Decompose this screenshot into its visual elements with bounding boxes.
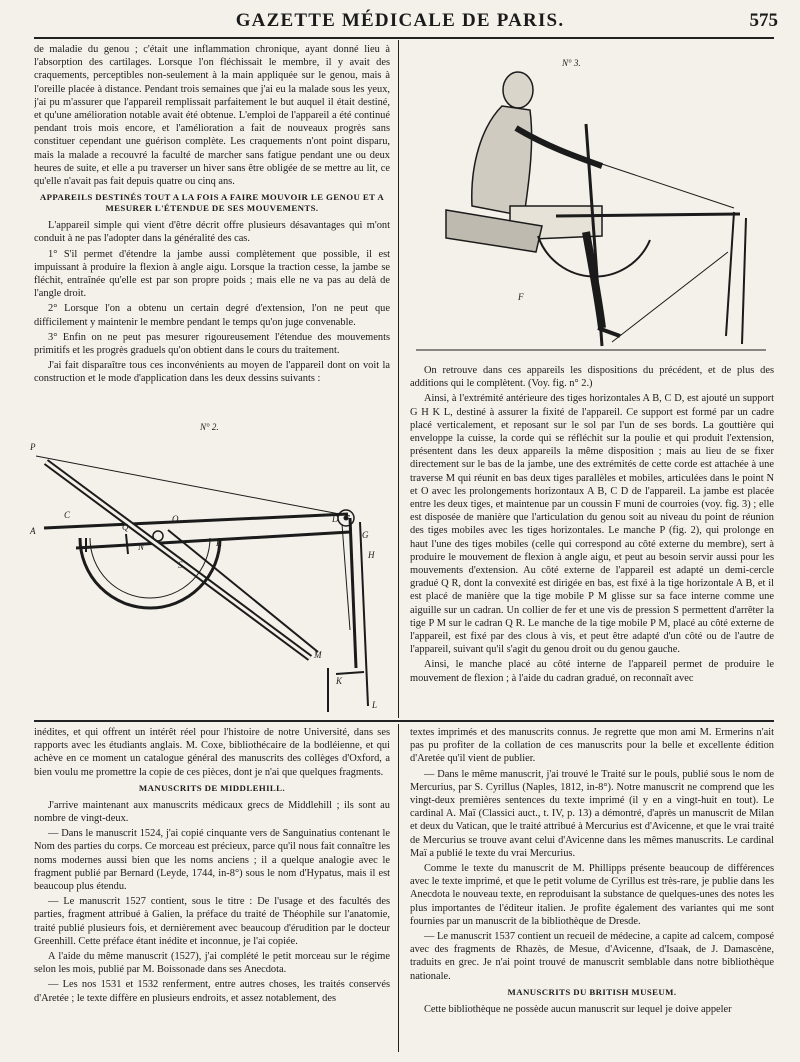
paragraph: 2° Lorsque l'on a obtenu un certain degré d'extension, l'on ne peut que difficilement y maintenir le membre pendant le temps qu'on juge convenable. xyxy=(34,303,390,328)
figure-2 xyxy=(28,422,394,718)
paragraph: 1° S'il permet d'étendre la jambe aussi complètement que possible, il est impuissant à produire la flexion à angle aigu. Lorsque la traction cesse, la jambe se fléchit, entraînée qu'elle est par son propre poids ; mais elle ne va pas au delà de l'angle droit. xyxy=(34,248,390,300)
paragraph: Ainsi, à l'extrémité antérieure des tiges horizontales A B, C D, est ajouté un support G H K L, destiné à assurer la fixité de l'appareil. Ce support est formé par un cadre placé verticalement, et reposant sur le sol par l'un de ses bords. La gouttière qui enveloppe la cuisse, la corde qui se réfléchit sur la poulie et qui produit l'extension, présentent dans les deux appareils la même disposition ; mais au lieu de se fixer directement sur le bas de la jambe, une des extrémités de cette corde est attachée à une traverse M qui réunit en bas deux tiges parallèles et mobiles, articulées dans le point N et O avec les prolongements horizontaux A B, C D de l'appareil. La jambe est placée entre les deux tiges, et maintenue par un coussin F muni de courroies (voy. fig. 3) ; elle est disposée de manière que l'articulation du genou soit au niveau du point de réunion des tiges mobiles avec les tiges horizontales. Le manche P (fig. 2), qui prolonge en haut l'une des tiges mobiles (celle qui correspond au côté externe du membre), sert à produire le mouvement de flexion à angle aigu, et peut au besoin servir aussi pour les mouvements d'extension. Au côté externe de l'appareil est adapté un demi-cercle gradué Q R, dont la convexité est dirigée en bas, est fixé à la tige horizontale A B, et il est placé de manière que la tige mobile P M glisse sur sa face interne comme une aiguille sur un cadran. Un collier de fer et une vis de pression S permettent d'arrêter la tige P M sur le cadran Q R. Le manche de la tige mobile P M, placé au côté externe de l'appareil, est fixé par des clous à vis, et peut être adapté d'un côté ou de l'autre de l'appareil, suivant qu'il s'agit du genou droit ou du genou gauche. xyxy=(410,393,774,656)
svg-text:F: F xyxy=(518,292,524,302)
page-header xyxy=(0,0,800,40)
paragraph: — Dans le manuscrit 1524, j'ai copié cinquante vers de Sanguinatius contenant le Nom des parties du corps. Ce morceau est précieux, parce qu'il nous fait connaître les noms modernes aussi bien que les noms anciens ; il a quelque analogie avec le fragment publié par Bernard (Leyde, 1744, in-8°) sous le nom d'Hypatus, mais il est beaucoup plus étendu. xyxy=(34,828,390,893)
journal-title: GAZETTE MÉDICALE DE PARIS. xyxy=(235,10,565,31)
paragraph: J'ai fait disparaître tous ces inconvénients au moyen de l'appareil dont on voit la construction et le mode d'application dans les deux dessins suivants : xyxy=(34,360,390,385)
svg-text:H: H xyxy=(368,550,375,560)
header-rule xyxy=(34,37,774,39)
paragraph: Cette bibliothèque ne possède aucun manuscrit sur lequel je doive appeler xyxy=(424,1003,732,1015)
svg-text:P: P xyxy=(30,442,36,452)
svg-text:O: O xyxy=(172,514,179,524)
section-divider xyxy=(34,720,774,722)
svg-text:M: M xyxy=(314,650,322,660)
svg-text:N: N xyxy=(138,542,145,552)
apparatus-drawing xyxy=(28,422,394,718)
svg-text:C: C xyxy=(64,510,71,520)
figure-2-caption: N° 2. xyxy=(200,422,219,432)
column-divider-lower xyxy=(398,724,399,1052)
figure-3-caption: N° 3. xyxy=(562,58,581,68)
section-heading: MANUSCRITS DU BRITISH MUSEUM. xyxy=(507,986,677,997)
svg-text:L: L xyxy=(372,700,378,710)
paragraph: L'appareil simple qui vient d'être décrit offre plusieurs désavantages qui m'ont conduit à ne pas l'adopter dans la généralité des cas. xyxy=(34,220,390,245)
svg-text:A: A xyxy=(30,526,36,536)
paragraph: — Dans le même manuscrit, j'ai trouvé le Traité sur le pouls, publié sous le nom de Mercurius, par S. Cyrillus (Naples, 1812, in-8°). Notre manuscrit ne comprend que les vingt-deux premières sentences du texte imprimé (il y en a vingt-huit en tout). Le cardinal A. Maï (Classici auct., t. IV, p. 13) a démontré, d'après un manuscrit de Milan et deux du Vatican, que le traité attribué à Mercurius est d'Avicenne, et que le vrai traité de Mercurius se trouve avant celui d'Avicenne dans les mêmes manuscrits. Le cardinal Maï a publié le texte du vrai Mercurius. xyxy=(410,768,774,859)
svg-text:G: G xyxy=(362,530,369,540)
column-divider-upper xyxy=(398,40,399,718)
paragraph: — Le manuscrit 1537 contient un recueil de médecine, a capite ad calcem, composé avec des fragments de Rhazès, de Mesue, d'Avicenne, d'Isaak, de J. Damascène, traduits en grec. Je n'ai point trouvé de manuscrit semblable dans notre bibliothèque nationale. xyxy=(410,931,774,982)
upper-left-column xyxy=(34,43,390,423)
lower-right-column xyxy=(410,726,774,1054)
paragraph: inédites, et qui offrent un intérêt réel pour l'histoire de notre Université, dans ses rapports avec les étudiants anglais. M. Coxe, bibliothécaire de la bodléienne, et qui achève en ce moment un catalogue général des manuscrits des collèges d'Oxford, a bien voulu me promettre la copie de ces pièces, dont je n'ai que quelques fragments. xyxy=(34,727,390,778)
paragraph: de maladie du genou ; c'était une inflammation chronique, ayant donné lieu à l'absorption des cartilages. Lorsque l'on fléchissait le membre, il y avait des craquements, perceptibles non-seulement à la main appliquée sur le genou, mais à l'oreille placée à distance. Pendant trois semaines que j'ai eu la malade sous les yeux, j'ai pu m'assurer que l'appareil remplissait parfaitement le but auquel il était destiné, et qu'une amélioration notable avait été obtenue. L'emploi de l'appareil a été continué pendant trois mois encore, et l'amélioration a fait de nouveaux progrès sans constituer cependant une guérison complète. Les craquements n'ont point disparu, mais la malade a recouvré la faculté de marcher sans fatigue pendant une ou deux heures de suite, et elle a pu traverser un hiver sans être obligée de se mettre au lit, ce qu'elle n'avait pas fait depuis quatre ou cinq ans. xyxy=(34,44,390,188)
section-heading: MANUSCRITS DE MIDDLEHILL. xyxy=(138,782,286,793)
paragraph: 3° Enfin on ne peut pas mesurer rigoureusement l'étendue des mouvements primitifs et les progrès graduels qu'on obtient dans le cours du traitement. xyxy=(34,331,390,357)
paragraph: J'arrive maintenant aux manuscrits médicaux grecs de Middlehill ; ils sont au nombre de vingt-deux. xyxy=(34,799,390,825)
paragraph: — Le manuscrit 1527 contient, sous le titre : De l'usage et des facultés des parties, fragment attribué à Galien, la préface du traité de Théophile sur l'anatomie, traité publié plusieurs fois, et dernièrement avec beaucoup d'érudition par le docteur Greenhill. Cette préface étant inédite et inconnue, je l'ai copiée. xyxy=(34,896,390,947)
paragraph: — Les nos 1531 et 1532 renferment, entre autres choses, les traités conservés d'Aretée ; le texte diffère en plusieurs endroits, et assez notablement, des xyxy=(34,979,390,1004)
paragraph: Comme le texte du manuscrit de M. Phillipps présente beaucoup de différences avec le texte imprimé, et que le petit volume de Cyrillus est très-rare, je publie dans les Anecdota le nouveau texte, en reproduisant la substance de quelques-unes des notes les plus importantes de l'éditeur italien. Je profite également des variantes qui me sont fournies par un manuscrit de la bibliothèque de Dresde. xyxy=(410,863,774,927)
paragraph: On retrouve dans ces appareils les dispositions du précédent, et de plus des additions qui le complètent. (Voy. fig. n° 2.) xyxy=(410,365,774,390)
figure-3 xyxy=(406,56,776,362)
page-number: 575 xyxy=(749,10,778,31)
svg-text:Q: Q xyxy=(122,522,129,532)
paragraph: textes imprimés et des manuscrits connus. Je regrette que mon ami M. Ermerins n'ait pas pu profiter de la collation de ces manuscrits pour la belle et excellente édition d'Aretée qu'il vient de publier. xyxy=(410,727,774,765)
svg-text:R: R xyxy=(216,538,222,548)
section-heading: APPAREILS DESTINÉS TOUT A LA FOIS A FAIRE MOUVOIR LE GENOU ET A MESURER L'ÉTENDUE DE SES MOUVEMENTS. xyxy=(39,192,385,214)
patient-illustration xyxy=(406,56,776,362)
paragraph: Ainsi, le manche placé au côté interne de l'appareil permet de produire le mouvement de flexion ; à l'aide du cadran gradué, on reconnaît avec xyxy=(410,659,774,684)
svg-text:D: D xyxy=(332,514,339,524)
upper-right-column xyxy=(410,364,774,718)
lower-left-column xyxy=(34,726,390,1054)
svg-text:S: S xyxy=(178,560,183,570)
svg-text:K: K xyxy=(336,676,343,686)
paragraph: A l'aide du même manuscrit (1527), j'ai complété le petit morceau sur le régime selon les mois, publié par M. Boissonade dans ses Anecdota. xyxy=(34,951,390,976)
